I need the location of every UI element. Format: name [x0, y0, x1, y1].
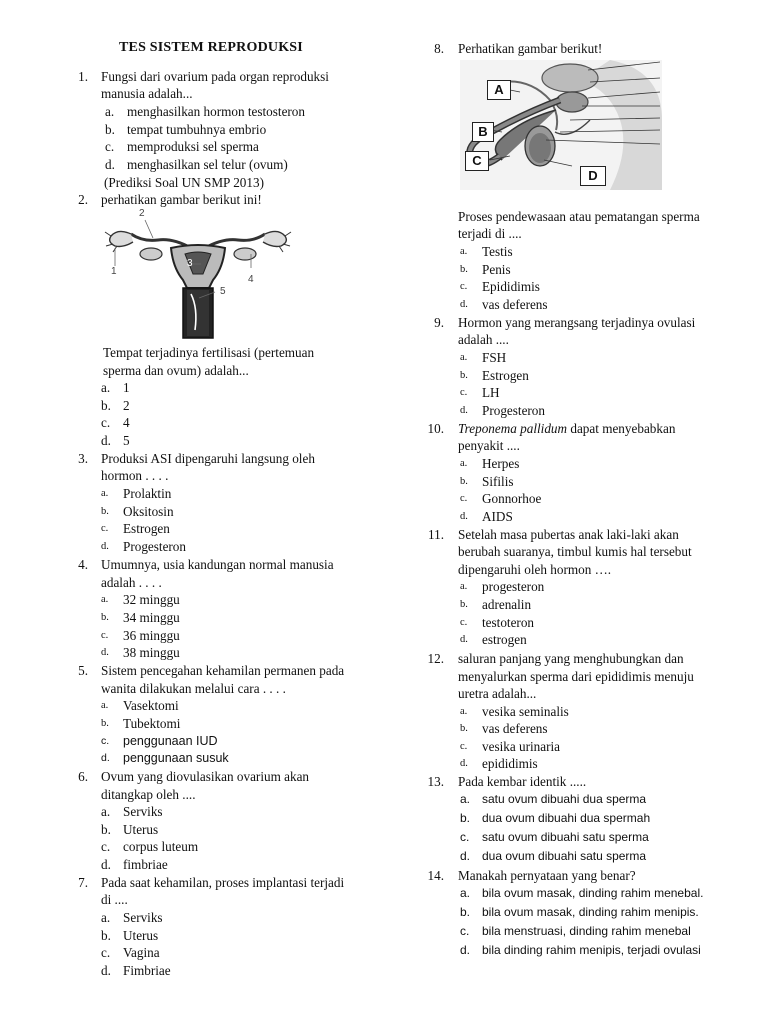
- option-text: LH: [482, 385, 500, 400]
- figure-label-c: C: [465, 151, 489, 171]
- option-text: satu ovum dibuahi dua sperma: [482, 792, 647, 806]
- question-number: 10.: [427, 421, 444, 436]
- figure-label-a: A: [487, 80, 511, 100]
- option-letter: d.: [460, 511, 468, 522]
- question-text-line: berubah suaranya, timbul kumis hal tersebut: [458, 544, 692, 559]
- option-letter: a.: [460, 706, 468, 717]
- option-letter: c.: [101, 735, 110, 747]
- option-text: Estrogen: [482, 368, 529, 383]
- question-number: 14.: [427, 868, 444, 883]
- option-letter: b.: [460, 476, 468, 487]
- option-letter: c.: [101, 523, 109, 534]
- question-text-line: perhatikan gambar berikut ini!: [101, 192, 262, 207]
- option-letter: d.: [101, 541, 109, 552]
- option-text: 34 minggu: [123, 610, 180, 625]
- option-letter: b.: [101, 718, 109, 729]
- option-letter: c.: [101, 415, 111, 430]
- question-text-line: Perhatikan gambar berikut!: [458, 41, 603, 56]
- option-letter: b.: [460, 723, 468, 734]
- option-letter: a.: [101, 380, 111, 395]
- option-letter: a.: [101, 804, 111, 819]
- option-text: vesika urinaria: [482, 739, 560, 754]
- question-text-line: Pada saat kehamilan, proses implantasi terjadi: [101, 875, 345, 890]
- option-letter: a.: [460, 246, 468, 257]
- question-text-line: adalah ....: [458, 332, 509, 347]
- option-letter: d.: [101, 433, 111, 448]
- option-text: bila dinding rahim menipis, terjadi ovulasi: [482, 943, 701, 957]
- option-letter: a.: [105, 104, 115, 119]
- question-number: 9.: [434, 315, 444, 330]
- option-text: 4: [123, 415, 130, 430]
- option-letter: d.: [101, 647, 109, 658]
- question-text-line: saluran panjang yang menghubungkan dan: [458, 651, 684, 666]
- option-text: AIDS: [482, 509, 513, 524]
- question-text-line: Fungsi dari ovarium pada organ reproduksi: [101, 69, 329, 84]
- option-letter: d.: [460, 634, 468, 645]
- uterus-diagram-icon: [103, 208, 293, 340]
- question-text-line: sperma dan ovum) adalah...: [103, 363, 249, 378]
- option-text: estrogen: [482, 632, 527, 647]
- option-letter: c.: [460, 741, 468, 752]
- question-text-line: Manakah pernyataan yang benar?: [458, 868, 636, 883]
- question-text-rest: dapat menyebabkan: [567, 421, 676, 436]
- option-text: Progesteron: [123, 539, 186, 554]
- option-letter: c.: [460, 617, 468, 628]
- option-text: tempat tumbuhnya embrio: [127, 122, 267, 137]
- figure-label-d: D: [580, 166, 606, 186]
- option-text: Testis: [482, 244, 513, 259]
- option-text: vas deferens: [482, 721, 548, 736]
- figure-label: 3: [187, 258, 193, 269]
- option-letter: b.: [460, 264, 468, 275]
- option-letter: d.: [105, 157, 115, 172]
- question-number: 13.: [427, 774, 444, 789]
- option-text: Uterus: [123, 928, 159, 943]
- option-letter: a.: [460, 458, 468, 469]
- question-text-line: Produksi ASI dipengaruhi langsung oleh: [101, 451, 315, 466]
- option-letter: b.: [101, 398, 111, 413]
- option-letter: d.: [101, 857, 111, 872]
- question-text-line: [458, 420, 675, 438]
- question-text-line: Tempat terjadinya fertilisasi (pertemuan: [103, 345, 315, 360]
- option-letter: d.: [460, 849, 471, 863]
- question-text-line: penyakit ....: [458, 438, 520, 453]
- option-text: progesteron: [482, 579, 545, 594]
- question-number: 6.: [78, 769, 88, 784]
- option-letter: d.: [460, 758, 468, 769]
- option-text: bila ovum masak, dinding rahim menipis.: [482, 905, 699, 919]
- option-text: Prolaktin: [123, 486, 172, 501]
- question-text-line: hormon . . . .: [101, 468, 169, 483]
- option-text: 36 minggu: [123, 628, 180, 643]
- option-text: dua ovum dibuahi dua spermah: [482, 811, 651, 825]
- option-letter: c.: [460, 830, 470, 844]
- option-text: satu ovum dibuahi satu sperma: [482, 830, 649, 844]
- option-text: Serviks: [123, 804, 163, 819]
- option-text: Herpes: [482, 456, 520, 471]
- option-text: corpus luteum: [123, 839, 199, 854]
- question-text-line: Sistem pencegahan kehamilan permanen pada: [101, 663, 345, 678]
- option-letter: a.: [101, 910, 111, 925]
- question-text-line: manusia adalah...: [101, 86, 193, 101]
- question-number: 7.: [78, 875, 88, 890]
- question-text-line: Setelah masa pubertas anak laki-laki akan: [458, 527, 679, 542]
- question-text-line: dipengaruhi oleh hormon ….: [458, 562, 612, 577]
- question-text-line: terjadi di ....: [458, 226, 522, 241]
- option-text: memproduksi sel sperma: [127, 139, 259, 154]
- species-name: Treponema pallidum: [458, 421, 568, 436]
- figure-label: 1: [111, 266, 117, 277]
- option-text: Tubektomi: [123, 716, 181, 731]
- option-letter: d.: [460, 405, 468, 416]
- question-text-line: menyalurkan sperma dari epididimis menuju: [458, 669, 694, 684]
- option-letter: a.: [460, 792, 471, 806]
- question-text-line: ditangkap oleh ....: [101, 787, 196, 802]
- option-text: 1: [123, 380, 130, 395]
- question-text-line: di ....: [101, 892, 128, 907]
- option-letter: c.: [105, 139, 115, 154]
- option-letter: c.: [460, 493, 468, 504]
- question-number: 3.: [78, 451, 88, 466]
- option-letter: a.: [101, 594, 109, 605]
- option-letter: a.: [460, 581, 468, 592]
- question-number: 8.: [434, 41, 444, 56]
- option-text: dua ovum dibuahi satu sperma: [482, 849, 647, 863]
- option-text: Vasektomi: [123, 698, 179, 713]
- question-number: 2.: [78, 192, 88, 207]
- option-letter: a.: [460, 352, 468, 363]
- question-text-line: Hormon yang merangsang terjadinya ovulasi: [458, 315, 696, 330]
- option-letter: b.: [101, 506, 109, 517]
- male-reproductive-figure: [460, 60, 662, 190]
- option-text: bila menstruasi, dinding rahim menebal: [482, 924, 691, 938]
- option-text: Oksitosin: [123, 504, 174, 519]
- option-letter: a.: [460, 886, 471, 900]
- option-text: Vagina: [123, 945, 160, 960]
- option-text: 32 minggu: [123, 592, 180, 607]
- option-text: Gonnorhoe: [482, 491, 542, 506]
- option-text: bila ovum masak, dinding rahim menebal.: [482, 886, 704, 900]
- question-number: 1.: [78, 69, 88, 84]
- option-letter: d.: [460, 299, 468, 310]
- option-letter: b.: [460, 905, 471, 919]
- option-text: 38 minggu: [123, 645, 180, 660]
- option-text: penggunaan IUD: [123, 734, 218, 748]
- option-text: Serviks: [123, 910, 163, 925]
- question-text-line: wanita dilakukan melalui cara . . . .: [101, 681, 286, 696]
- option-text: epididimis: [482, 756, 538, 771]
- option-text: 5: [123, 433, 130, 448]
- option-letter: b.: [101, 612, 109, 623]
- question-text-line: Proses pendewasaan atau pematangan sperma: [458, 209, 700, 224]
- option-letter: c.: [101, 630, 109, 641]
- option-text: menghasilkan hormon testosteron: [127, 104, 305, 119]
- option-text: Uterus: [123, 822, 159, 837]
- option-text: Penis: [482, 262, 511, 277]
- option-letter: c.: [460, 387, 468, 398]
- option-text: 2: [123, 398, 130, 413]
- option-letter: c.: [101, 839, 111, 854]
- option-letter: b.: [101, 822, 111, 837]
- option-text: Sifilis: [482, 474, 514, 489]
- option-text: Fimbriae: [123, 963, 171, 978]
- option-letter: c.: [460, 281, 468, 292]
- figure-label-b: B: [472, 122, 494, 142]
- option-letter: b.: [460, 811, 471, 825]
- option-letter: b.: [460, 370, 468, 381]
- option-text: vesika seminalis: [482, 704, 569, 719]
- option-letter: d.: [101, 752, 110, 764]
- option-letter: c.: [460, 924, 470, 938]
- option-text: Epididimis: [482, 279, 540, 294]
- option-letter: d.: [101, 963, 111, 978]
- figure-label: 4: [248, 274, 254, 285]
- option-letter: b.: [105, 122, 115, 137]
- figure-label: 2: [139, 208, 145, 219]
- question-text-line: Pada kembar identik .....: [458, 774, 587, 789]
- page-title: TES SISTEM REPRODUKSI: [119, 40, 303, 55]
- option-letter: a.: [101, 488, 109, 499]
- question-number: 12.: [427, 651, 444, 666]
- option-text: menghasilkan sel telur (ovum): [127, 157, 288, 172]
- question-text-line: Ovum yang diovulasikan ovarium akan: [101, 769, 310, 784]
- question-text-line: uretra adalah...: [458, 686, 537, 701]
- source-note: (Prediksi Soal UN SMP 2013): [104, 175, 264, 190]
- question-number: 5.: [78, 663, 88, 678]
- question-number: 4.: [78, 557, 88, 572]
- option-text: FSH: [482, 350, 507, 365]
- option-letter: c.: [101, 945, 111, 960]
- option-text: Progesteron: [482, 403, 545, 418]
- option-text: fimbriae: [123, 857, 168, 872]
- option-text: testoteron: [482, 615, 535, 630]
- option-text: Estrogen: [123, 521, 170, 536]
- question-text-line: Umumnya, usia kandungan normal manusia: [101, 557, 334, 572]
- option-text: vas deferens: [482, 297, 548, 312]
- option-letter: d.: [460, 943, 471, 957]
- question-text-line: adalah . . . .: [101, 575, 162, 590]
- option-letter: b.: [101, 928, 111, 943]
- figure-label: 5: [220, 286, 226, 297]
- female-reproductive-figure: [103, 208, 293, 340]
- option-text: adrenalin: [482, 597, 532, 612]
- option-letter: a.: [101, 700, 109, 711]
- question-number: 11.: [428, 527, 444, 542]
- option-text: penggunaan susuk: [123, 751, 229, 765]
- option-letter: b.: [460, 599, 468, 610]
